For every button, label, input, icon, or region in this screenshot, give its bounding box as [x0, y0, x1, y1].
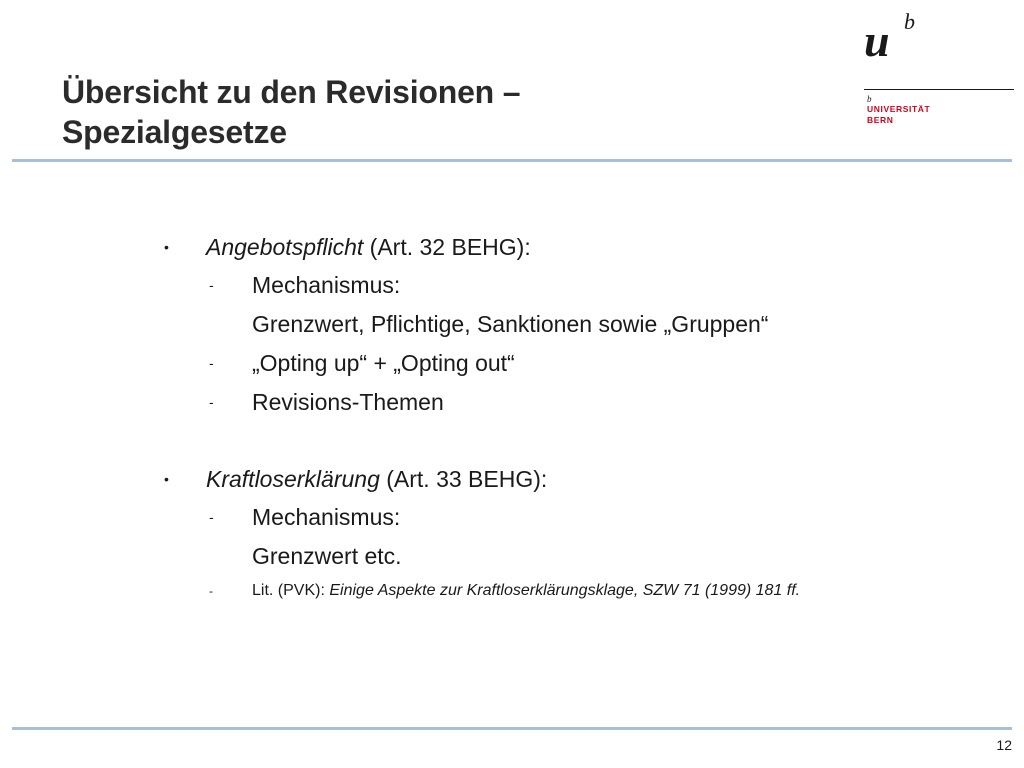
- sub-item-text: Grenzwert, Pflichtige, Sanktionen sowie „Gruppen“: [252, 311, 769, 337]
- sub-item-label: Revisions-Themen: [252, 389, 444, 415]
- bullet-icon: •: [164, 239, 169, 255]
- bullet-reference: (Art. 33 BEHG):: [379, 466, 548, 492]
- bullet-icon: •: [164, 471, 169, 487]
- dash-icon: -: [209, 509, 214, 525]
- bullet-term: Kraftloserklärung: [206, 466, 380, 492]
- dash-icon: -: [209, 394, 214, 410]
- dash-icon: -: [209, 277, 214, 293]
- sub-item-continuation: [160, 305, 980, 344]
- page-number: 12: [996, 737, 1012, 753]
- sub-item-mechanismus: [160, 498, 980, 537]
- logo-small-b: b: [867, 94, 872, 104]
- sub-item-revisions-themen: [160, 383, 980, 422]
- logo-wordmark: [867, 104, 930, 126]
- university-logo: [864, 10, 1014, 130]
- literature-citation: Einige Aspekte zur Kraftloserklärungsklage, SZW 71 (1999) 181 ff.: [329, 582, 801, 599]
- slide-title-line-1: Übersicht zu den Revisionen –: [62, 74, 521, 110]
- slide-body: [160, 228, 980, 606]
- bullet-term: Angebotspflicht: [206, 234, 364, 260]
- slide-title: [62, 72, 520, 152]
- logo-wordmark-line-2: BERN: [867, 115, 894, 125]
- header-divider: [12, 159, 1012, 162]
- sub-item-label: „Opting up“ + „Opting out“: [252, 350, 515, 376]
- sub-item-text: Grenzwert etc.: [252, 543, 402, 569]
- sub-item-opting: [160, 344, 980, 383]
- dash-icon: -: [209, 584, 213, 598]
- bullet-reference: (Art. 32 BEHG):: [363, 234, 531, 260]
- sub-item-mechanismus: [160, 266, 980, 305]
- sub-item-label: Mechanismus:: [252, 272, 401, 298]
- logo-wordmark-line-1: UNIVERSITÄT: [867, 104, 931, 114]
- spacer: [160, 422, 980, 460]
- bullet-item-angebotspflicht: [160, 228, 980, 266]
- bullet-item-kraftloserklaerung: [160, 460, 980, 498]
- logo-mark-b: b: [904, 9, 915, 34]
- logo-mark-u: u: [864, 15, 890, 66]
- logo-divider: [864, 89, 1014, 90]
- sub-item-literature: [160, 576, 980, 606]
- literature-prefix: Lit. (PVK):: [252, 582, 330, 599]
- slide-title-line-2: Spezialgesetze: [62, 114, 287, 150]
- footer-divider: [12, 727, 1012, 730]
- dash-icon: -: [209, 355, 214, 371]
- sub-item-label: Mechanismus:: [252, 504, 401, 530]
- sub-item-continuation: [160, 537, 980, 576]
